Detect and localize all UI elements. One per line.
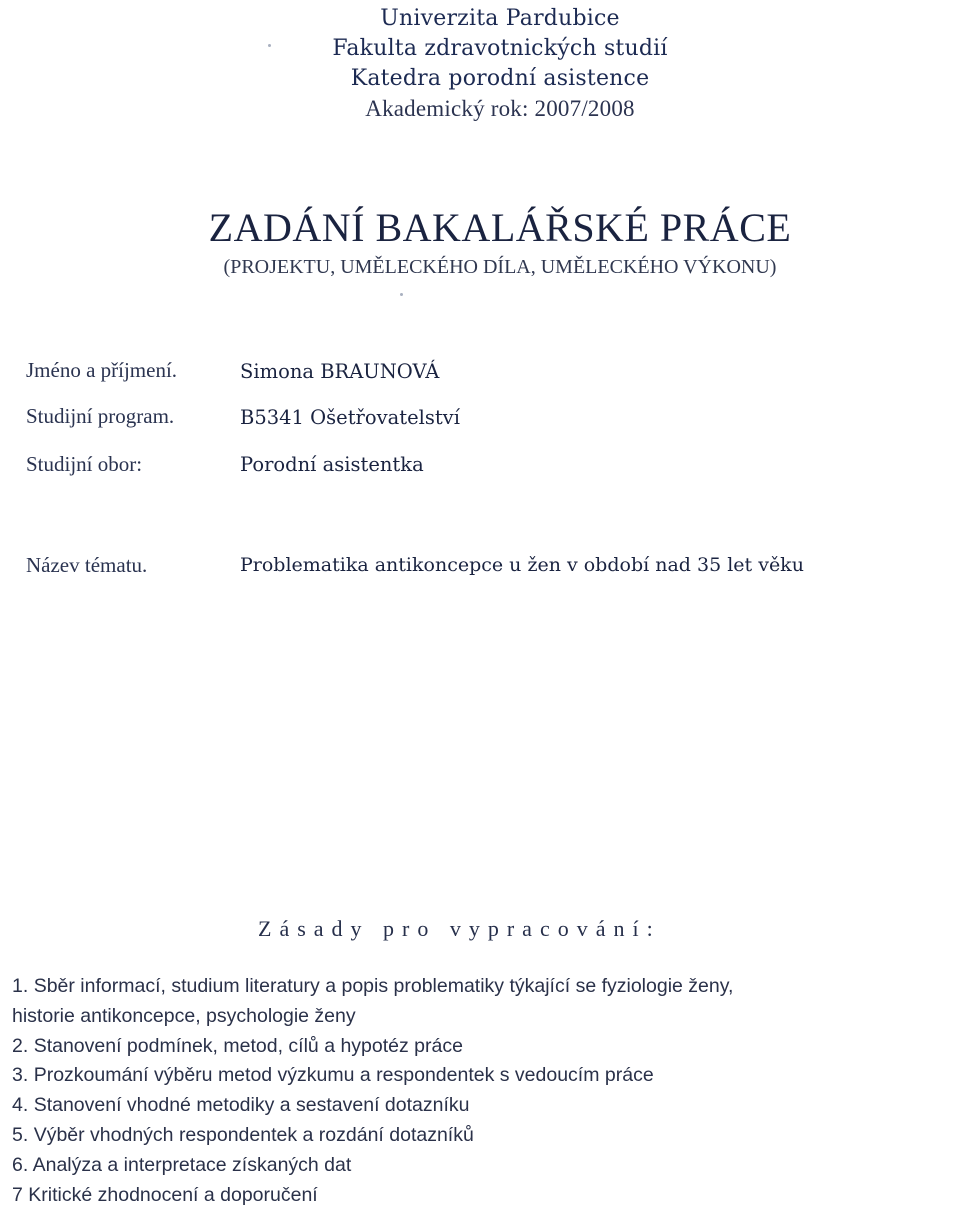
list-item-text: historie antikoncepce, psychologie ženy <box>12 1004 356 1027</box>
list-item <box>12 1151 942 1181</box>
university-name: Univerzita Pardubice <box>380 6 620 31</box>
topic-value: Problematika antikoncepce u žen v období nad 35 let věku <box>240 554 804 576</box>
list-item-number: 7 <box>12 1183 23 1206</box>
list-item-number: 1. <box>12 975 29 997</box>
scan-speck <box>268 44 271 47</box>
study-field-label: Studijní obor: <box>26 452 143 476</box>
list-item-text: Kritické zhodnocení a doporučení <box>28 1183 318 1206</box>
list-item-text: Stanovení podmínek, metod, cílů a hypotéz práce <box>33 1034 463 1057</box>
list-item <box>12 1032 942 1062</box>
list-item <box>12 1121 942 1151</box>
list-item-text: Analýza a interpretace získaných dat <box>32 1153 352 1176</box>
list-item-text: Prozkoumání výběru metod výzkumu a respondentek s vedoucím práce <box>33 1064 654 1087</box>
document-header <box>0 4 960 124</box>
name-label: Jméno a příjmení. <box>26 358 178 382</box>
department-name: Katedra porodní asistence <box>350 66 650 91</box>
page-subtitle: (PROJEKTU, UMĚLECKÉHO DÍLA, UMĚLECKÉHO VÝKONU) <box>223 256 777 278</box>
name-value: Simona BRAUNOVÁ <box>240 360 440 383</box>
scan-speck <box>400 293 403 296</box>
study-program-value: B5341 Ošetřovatelství <box>240 406 460 429</box>
list-item-number: 5. <box>12 1123 29 1146</box>
topic-label: Název tématu. <box>26 553 148 577</box>
page-title: ZADÁNÍ BAKALÁŘSKÉ PRÁCE <box>208 205 792 250</box>
study-field-value: Porodní asistentka <box>240 453 424 476</box>
list-item-number: 3. <box>12 1064 29 1087</box>
list-item-number: 2. <box>12 1034 29 1057</box>
list-item-number: 4. <box>12 1094 29 1117</box>
list-item-text: Výběr vhodných respondentek a rozdání dotazníků <box>33 1123 474 1146</box>
list-item <box>12 1061 942 1091</box>
list-item-text: Stanovení vhodné metodiky a sestavení dotazníku <box>33 1094 470 1117</box>
rules-list <box>12 972 942 1210</box>
list-item <box>12 1002 942 1032</box>
list-item <box>12 1181 942 1211</box>
academic-year: Akademický rok: 2007/2008 <box>365 96 635 121</box>
list-item-text: Sběr informací, studium literatury a popis problematiky týkající se fyziologie ženy, <box>33 975 734 997</box>
rules-heading: Zásady pro vypracování: <box>258 916 661 941</box>
list-item <box>12 1091 942 1121</box>
list-item <box>12 972 942 1002</box>
list-item-number: 6. <box>12 1153 29 1176</box>
faculty-name: Fakulta zdravotnických studií <box>332 36 668 61</box>
study-program-label: Studijní program. <box>26 404 175 428</box>
